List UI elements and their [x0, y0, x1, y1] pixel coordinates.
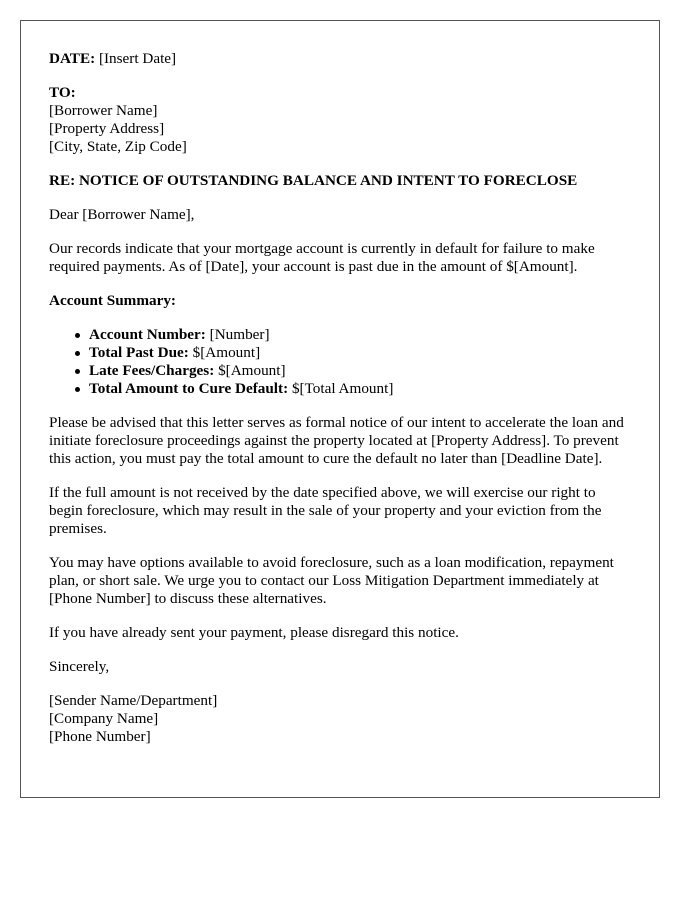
sender-phone: [Phone Number]	[49, 728, 151, 745]
summary-item-value: $[Amount]	[214, 362, 286, 379]
letter-document	[20, 20, 660, 798]
company-name: [Company Name]	[49, 710, 159, 727]
summary-item-label: Late Fees/Charges:	[89, 362, 215, 379]
account-summary-heading	[49, 292, 631, 310]
sender-name: [Sender Name/Department]	[49, 692, 218, 709]
intro-paragraph: Our records indicate that your mortgage account is currently in default for failure to make required payments. As of [Date], your account is past due in the amount of $[Amount].	[49, 240, 595, 275]
recipient-city-state-zip: [City, State, Zip Code]	[49, 138, 187, 155]
salutation: Dear [Borrower Name],	[49, 206, 195, 223]
recipient-address: [Property Address]	[49, 120, 165, 137]
recipient-block	[49, 84, 631, 156]
recipient-label: TO:	[49, 84, 76, 101]
summary-item-late-fees	[89, 362, 631, 380]
summary-item-total-past-due	[89, 344, 631, 362]
summary-item-value: $[Amount]	[188, 344, 261, 361]
date-line	[49, 50, 631, 68]
options-paragraph: You may have options available to avoid foreclosure, such as a loan modification, repayment plan, or short sale. We urge you to contact our Loss Mitigation Department immediately at [Phone Number] to discuss these alternatives.	[49, 554, 614, 607]
summary-item-total-to-cure	[89, 380, 631, 398]
notice-paragraph: Please be advised that this letter serves as formal notice of our intent to accelerate the loan and initiate foreclosure proceedings against the property located at [Property Address]. To prevent this action, you must pay the total amount to cure the default no later than [Deadline Date].	[49, 414, 624, 467]
disregard-paragraph: If you have already sent your payment, please disregard this notice.	[49, 624, 459, 641]
account-summary-heading-text: Account Summary:	[49, 292, 176, 309]
closing: Sincerely,	[49, 658, 110, 675]
subject-line	[49, 172, 631, 190]
date-label: DATE:	[49, 50, 96, 67]
subject-text: RE: NOTICE OF OUTSTANDING BALANCE AND INTENT TO FORECLOSE	[49, 172, 578, 189]
summary-item-value: [Number]	[205, 326, 270, 343]
consequence-paragraph: If the full amount is not received by the date specified above, we will exercise our right to begin foreclosure, which may result in the sale of your property and your eviction from the premises.	[49, 484, 602, 537]
signature-block	[49, 692, 631, 746]
summary-item-account-number	[89, 326, 631, 344]
summary-item-label: Total Past Due:	[89, 344, 189, 361]
summary-item-label: Total Amount to Cure Default:	[89, 380, 289, 397]
recipient-name: [Borrower Name]	[49, 102, 158, 119]
summary-item-value: $[Total Amount]	[288, 380, 394, 397]
date-value: [Insert Date]	[95, 50, 177, 67]
account-summary-list	[49, 326, 631, 398]
summary-item-label: Account Number:	[89, 326, 206, 343]
